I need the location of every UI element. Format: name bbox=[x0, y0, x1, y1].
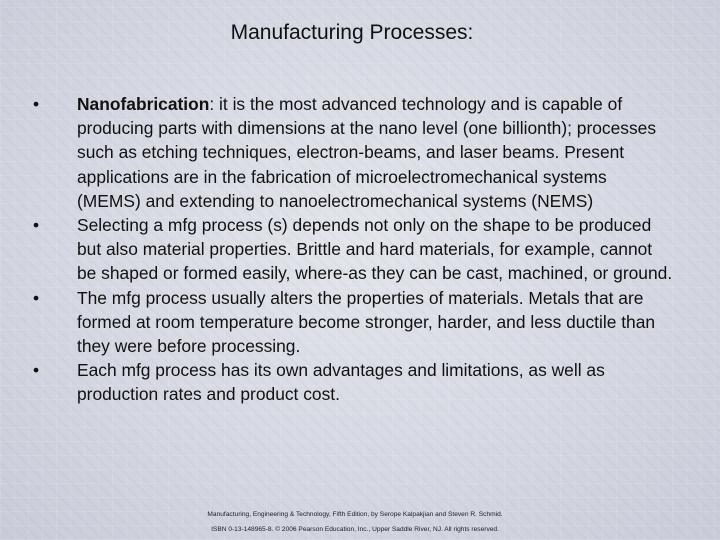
bullet-text: : it is the most advanced technology and is capable of producing parts with dimensions at the nano level (one billionth); processes such as etching techniques, electron-beams, and laser beams. Present applications are in the fabrication of microelectromechanical systems (MEMS) and extending to nanoelectromechanical systems (NEMS) bbox=[77, 94, 657, 211]
bullet-text: Each mfg process has its own advantages and limitations, as well as production rates and product cost. bbox=[77, 360, 605, 405]
bullet-item-alters-properties bbox=[33, 286, 673, 359]
bullet-item-selecting-process bbox=[33, 213, 673, 286]
bullet-marker: • bbox=[33, 215, 40, 236]
bullet-text: The mfg process usually alters the properties of materials. Metals that are formed at room temperature become stronger, harder, and less ductile than they were before processing. bbox=[77, 287, 656, 357]
bullet-item-advantages bbox=[33, 358, 673, 406]
bullet-list bbox=[33, 92, 673, 407]
bullet-item-nanofabrication bbox=[33, 92, 673, 213]
bullet-marker: • bbox=[33, 287, 40, 308]
slide-title: Manufacturing Processes: bbox=[230, 21, 474, 44]
footer-citation: Manufacturing, Engineering & Technology, Fifth Edition, by Serope Kalpakjian and Steven R. Schmid. bbox=[207, 511, 503, 518]
bullet-marker: • bbox=[33, 94, 40, 114]
bullet-term: Nanofabrication bbox=[77, 94, 210, 114]
bullet-text: Selecting a mfg process (s) depends not only on the shape to be produced but also material properties. Brittle and hard materials, for example, cannot be shaped or formed easily, where-as they can be cast, machined, or ground. bbox=[77, 215, 673, 284]
bullet-marker: • bbox=[33, 360, 40, 381]
footer-copyright: ISBN 0-13-148965-8. © 2006 Pearson Education, Inc., Upper Saddle River, NJ. All rights reserved. bbox=[211, 526, 499, 533]
